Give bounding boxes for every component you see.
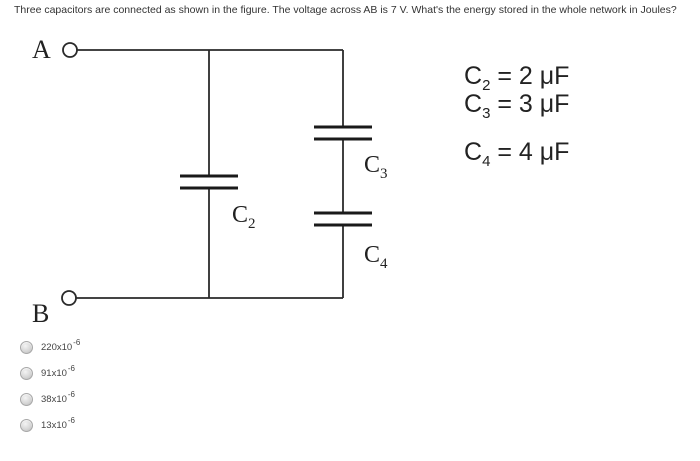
answer-label: 91x10 $^{-6}$ [41,363,76,379]
answer-option-1[interactable] [20,334,80,360]
terminal-b-label: B [32,299,50,325]
c3-label: $C_3$ [364,152,388,182]
answer-options [20,334,80,438]
answer-option-2[interactable] [20,360,80,386]
radio-button[interactable] [20,341,33,354]
question-text: Three capacitors are connected as shown in the figure. The voltage across AB is 7 V. What's the energy stored in the whole network in Joules? [14,4,677,16]
value-c3: $C_3 = 3$ μF [464,90,570,122]
circuit-diagram [0,20,700,325]
radio-button[interactable] [20,393,33,406]
c2-label: $C_2$ [232,202,256,232]
radio-button[interactable] [20,419,33,432]
terminal-b-circle [62,291,76,305]
c4-label: $C_4$ [364,242,388,272]
value-c2: $C_2 = 2$ μF [464,62,570,94]
answer-option-3[interactable] [20,386,80,412]
terminal-a-circle [63,43,77,57]
terminal-a-label: A [32,35,51,64]
value-c4: $C_4 = 4$ μF [464,138,570,170]
answer-option-4[interactable] [20,412,80,438]
answer-label: 220x10 $^{-6}$ [41,337,81,353]
radio-button[interactable] [20,367,33,380]
answer-label: 13x10 $^{-6}$ [41,415,76,431]
answer-label: 38x10 $^{-6}$ [41,389,76,405]
